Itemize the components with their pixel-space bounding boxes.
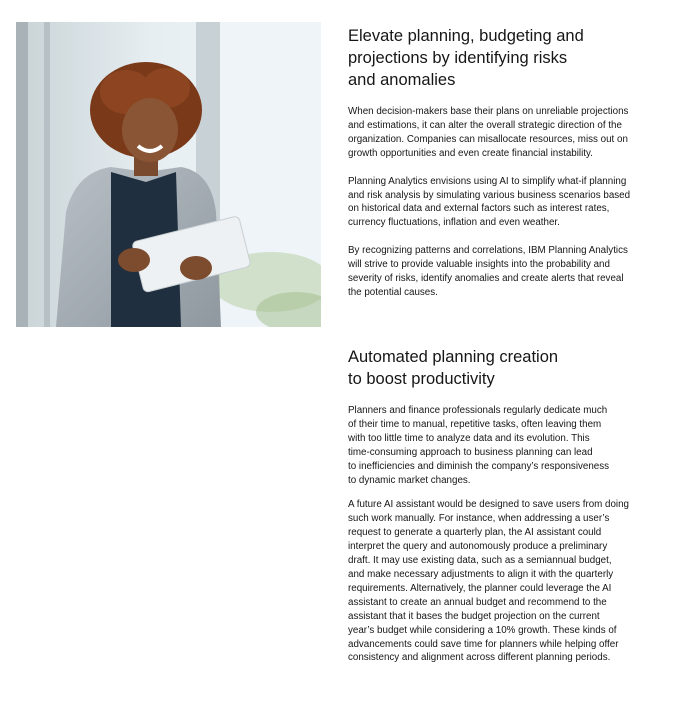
text-line: will strive to provide valuable insights into the probability and xyxy=(348,259,610,271)
text-line: currency fluctuations, inflation and even weather. xyxy=(348,217,560,229)
text-line: assistant that it bases the budget projection on the current xyxy=(348,610,600,622)
text-line: severity of risks, identify anomalies and create alerts that reveal xyxy=(348,273,624,285)
text-line: and risk analysis by simulating various business scenarios based xyxy=(348,189,631,201)
text-line: A future AI assistant would be designed to save users from doing xyxy=(348,499,630,511)
text-line: assistant to create an annual budget and recommend to the xyxy=(348,596,607,608)
text-line: and make necessary adjustments to align it with the quarterly xyxy=(348,568,614,580)
text-line: By recognizing patterns and correlations, IBM Planning Analytics xyxy=(348,245,628,257)
text-line: organization. Companies can misallocate resources, miss out on xyxy=(348,133,628,145)
paragraph xyxy=(348,498,660,665)
text-line: of their time to manual, repetitive tasks, often leaving them xyxy=(348,418,602,430)
text-line: to dynamic market changes. xyxy=(348,474,471,486)
text-line: consistency and alignment across different planning periods. xyxy=(348,652,611,664)
heading-line: projections by identifying risks xyxy=(348,49,568,67)
text-line: Planners and finance professionals regularly dedicate much xyxy=(348,405,608,416)
section-planning-risks xyxy=(348,25,660,300)
heading-line: to boost productivity xyxy=(348,370,495,388)
text-line: growth opportunities and even create financial instability. xyxy=(348,147,593,159)
text-line: the potential causes. xyxy=(348,286,438,298)
text-line: request to generate a quarterly plan, the AI assistant could xyxy=(348,527,602,539)
text-line: advancements could save time for planners while helping offer xyxy=(348,638,619,650)
text-line: such work manually. For instance, when addressing a user’s xyxy=(348,513,610,525)
paragraph xyxy=(348,105,660,161)
text-line: to inefficiencies and diminish the company’s responsiveness xyxy=(348,460,610,472)
section-heading xyxy=(348,25,660,91)
heading-line: and anomalies xyxy=(348,71,456,89)
text-line: time-consuming approach to business planning can lead xyxy=(348,446,593,458)
paragraph xyxy=(348,175,660,231)
text-line: interpret the query and autonomously produce a preliminary xyxy=(348,541,608,553)
hero-photo xyxy=(16,22,321,327)
text-line: year’s budget while considering a 10% growth. These kinds of xyxy=(348,624,617,636)
section-automated-planning xyxy=(348,346,660,665)
text-line: on historical data and external factors such as interest rates, xyxy=(348,203,610,215)
heading-line: Automated planning creation xyxy=(348,348,559,366)
text-line: with too little time to analyze data and its evolution. This xyxy=(348,432,590,444)
paragraph xyxy=(348,404,660,487)
section-heading xyxy=(348,346,660,390)
text-line: When decision-makers base their plans on unreliable projections xyxy=(348,106,629,117)
text-line: Planning Analytics envisions using AI to simplify what-if planning xyxy=(348,175,627,187)
heading-line: Elevate planning, budgeting and xyxy=(348,27,584,45)
text-line: requirements. Alternatively, the planner could leverage the AI xyxy=(348,582,612,594)
text-line: and estimations, it can alter the overall strategic direction of the xyxy=(348,119,622,131)
paragraph xyxy=(348,244,660,300)
text-line: draft. It may use existing data, such as a semiannual budget, xyxy=(348,555,612,567)
